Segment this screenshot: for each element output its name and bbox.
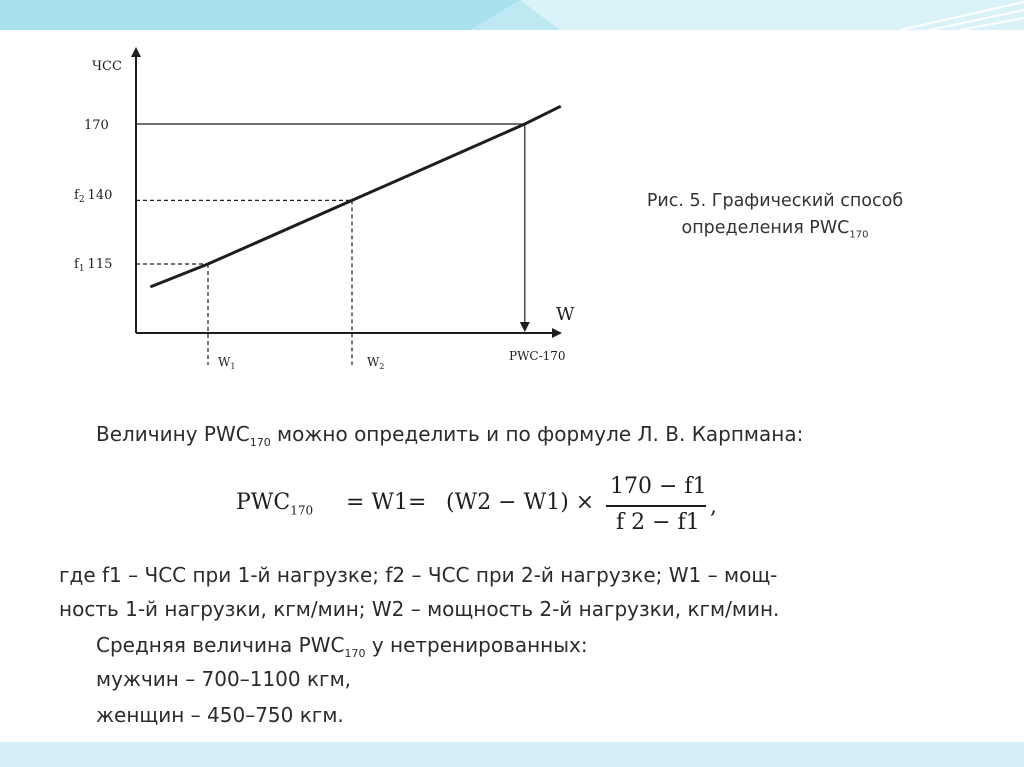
y-axis-label: ЧСС (92, 59, 122, 74)
body-line-5: женщин – 450–750 кгм. (96, 703, 344, 727)
y-tick-f2: $f_2$ 140 (74, 188, 113, 205)
caption-line-2: определения $PWC_{170}$ (681, 218, 869, 241)
formula-comma: , (710, 494, 717, 519)
x-tick-pwc170: PWC-170 (509, 349, 566, 363)
formula-paren: (W2 − W1) × (446, 490, 595, 515)
figure-caption (610, 188, 940, 249)
y-tick-170: 170 (84, 118, 109, 133)
body-line-2: ность 1-й нагрузки, кгм/мин; W2 – мощность 2-й нагрузки, кгм/мин. (59, 597, 780, 621)
body-line-4: мужчин – 700–1100 кгм, (96, 667, 352, 691)
x-axis-label: W (556, 304, 575, 325)
formula-intro: Величину $PWC_{170}$ можно определить и по формуле Л. В. Карпмана: (96, 422, 804, 449)
body-line-3: Средняя величина $PWC_{170}$ у нетренированных: (96, 633, 588, 660)
formula-numerator: 170 − f1 (610, 474, 707, 499)
y-tick-f1: $f_1$ 115 (74, 257, 113, 274)
caption-line-1: Рис. 5. Графический способ (646, 191, 904, 211)
body-line-1: где f1 – ЧСС при 1-й нагрузке; f2 – ЧСС при 2-й нагрузке; W1 – мощ- (59, 563, 778, 587)
x-tick-w1: $W_1$ (218, 355, 236, 371)
reference-lines (136, 124, 525, 365)
hr-load-line (150, 106, 560, 287)
formula-lhs: $PWC_{170}$ (236, 490, 314, 518)
formula-denominator: f 2 − f1 (616, 510, 700, 535)
x-tick-w2: $W_2$ (367, 355, 385, 371)
formula-eq: = W1= (346, 490, 427, 515)
fraction-bar (606, 505, 706, 507)
